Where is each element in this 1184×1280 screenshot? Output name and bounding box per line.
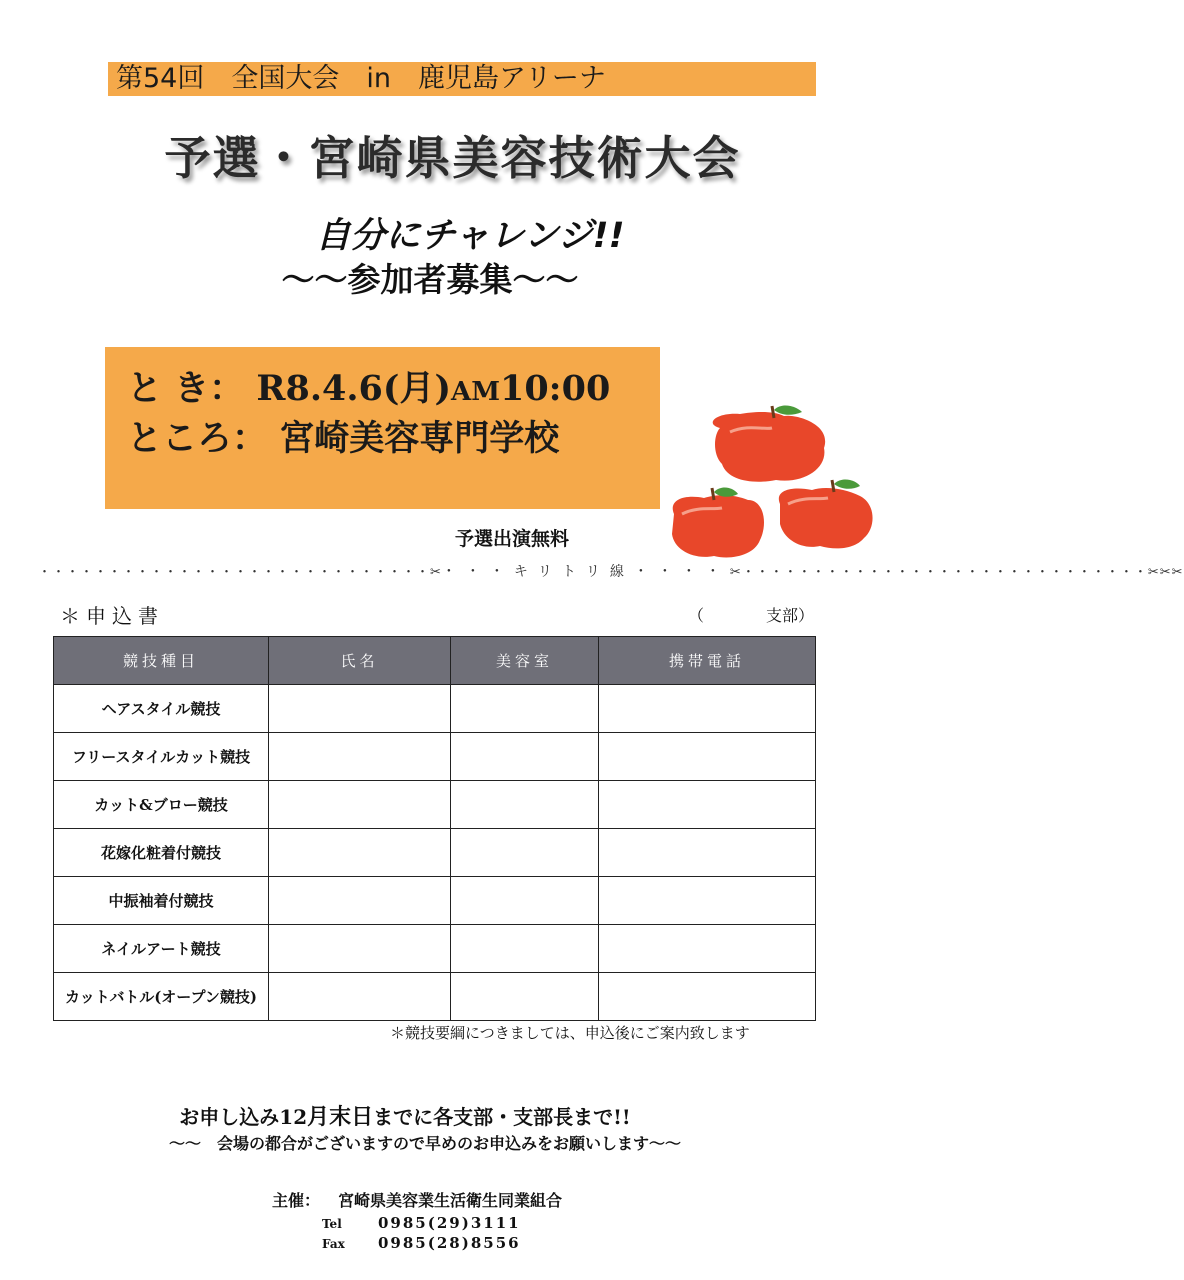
phone-cell[interactable] (599, 781, 816, 829)
place-line (127, 411, 559, 461)
name-cell[interactable] (269, 973, 451, 1021)
main-title: 予選・宮崎県美容技術大会 (164, 131, 741, 185)
date-line (127, 361, 610, 411)
branch-suffix: 支部） (766, 606, 815, 625)
name-cell[interactable] (269, 733, 451, 781)
fax-value: 0985(28)8556 (378, 1234, 521, 1252)
deadline-part-c: までに各支部・支部長まで!! (373, 1105, 631, 1129)
application-form-table (53, 636, 816, 1021)
column-header: 美容室 (451, 637, 599, 685)
table-row (54, 829, 816, 877)
column-header: 競技種目 (54, 637, 269, 685)
tel-line (322, 1214, 521, 1232)
deadline-part-b: 月末日 (307, 1104, 374, 1130)
tel-label: Tel (322, 1217, 342, 1231)
category-cell: フリースタイルカット競技 (54, 733, 269, 781)
event-banner: 第54回 全国大会 in 鹿児島アリーナ (108, 62, 816, 96)
deadline-notice (0, 1100, 810, 1131)
category-cell: 中振袖着付競技 (54, 877, 269, 925)
fax-line (322, 1234, 521, 1252)
column-header: 携帯電話 (599, 637, 816, 685)
cut-line-dots-right: ・・・・・・・・・・・・・・・・・・・・・・・・・・・・・ (741, 565, 1148, 580)
phone-cell[interactable] (599, 877, 816, 925)
category-cell: カットバトル(オープン競技) (54, 973, 269, 1021)
phone-cell[interactable] (599, 685, 816, 733)
branch-open: （ (688, 606, 705, 625)
table-row (54, 733, 816, 781)
phone-cell[interactable] (599, 925, 816, 973)
salon-cell[interactable] (451, 829, 599, 877)
salon-cell[interactable] (451, 733, 599, 781)
phone-cell[interactable] (599, 829, 816, 877)
tel-value: 0985(29)3111 (378, 1214, 521, 1232)
salon-cell[interactable] (451, 685, 599, 733)
fax-label: Fax (322, 1237, 345, 1251)
apple-icon (672, 488, 764, 558)
time-prefix: AM (451, 377, 500, 407)
form-note: ＊競技要綱につきましては、申込後にご案内致します (390, 1024, 750, 1042)
table-header-row (54, 637, 816, 685)
apple-icon (779, 480, 873, 549)
time-value: 10:00 (499, 368, 611, 409)
scissors-icon: ✂✂✂ (1147, 565, 1184, 580)
salon-cell[interactable] (451, 973, 599, 1021)
organizer (272, 1188, 562, 1211)
organizer-name: 宮崎県美容業生活衛生同業組合 (338, 1191, 563, 1210)
name-cell[interactable] (269, 781, 451, 829)
phone-cell[interactable] (599, 973, 816, 1021)
free-entry-note: 予選出演無料 (455, 528, 570, 550)
category-cell: 花嫁化粧着付競技 (54, 829, 269, 877)
salon-cell[interactable] (451, 877, 599, 925)
column-header: 氏名 (269, 637, 451, 685)
branch-field[interactable] (688, 603, 814, 626)
name-cell[interactable] (269, 877, 451, 925)
table-row (54, 685, 816, 733)
name-cell[interactable] (269, 829, 451, 877)
salon-cell[interactable] (451, 781, 599, 829)
scissors-icon: ✂ (430, 565, 442, 580)
deadline-part-a: お申し込み12 (179, 1105, 308, 1129)
place-value: 宮崎美容専門学校 (279, 418, 560, 459)
table-row (54, 925, 816, 973)
catchphrase: 自分にチャレンジ!! (315, 216, 625, 256)
date-value: R8.4.6(月) (256, 368, 452, 409)
event-info-box (105, 347, 660, 509)
date-label: と き： (127, 368, 245, 409)
application-form-title: ＊申込書 (60, 604, 164, 628)
name-cell[interactable] (269, 925, 451, 973)
scissors-icon: ✂ (729, 565, 742, 580)
place-label: ところ： (127, 418, 268, 459)
table-row (54, 877, 816, 925)
apple-icon (713, 406, 825, 482)
name-cell[interactable] (269, 685, 451, 733)
category-cell: ネイルアート競技 (54, 925, 269, 973)
cut-line-label: ・・・キリトリ線・・・・ (441, 564, 730, 580)
recruit-heading: ～～参加者募集～～ (281, 260, 579, 299)
category-cell: カット&ブロー競技 (54, 781, 269, 829)
early-request: ～～ 会場の都合がございますので早めのお申込みをお願いします～～ (168, 1134, 681, 1153)
category-cell: ヘアスタイル競技 (54, 685, 269, 733)
cut-line-dots-left: ・・・・・・・・・・・・・・・・・・・・・・・・・・・・ (38, 565, 431, 580)
cut-line (38, 561, 1184, 581)
organizer-label: 主催： (272, 1191, 321, 1210)
apples-illustration (664, 404, 876, 564)
table-row (54, 973, 816, 1021)
table-row (54, 781, 816, 829)
phone-cell[interactable] (599, 733, 816, 781)
salon-cell[interactable] (451, 925, 599, 973)
